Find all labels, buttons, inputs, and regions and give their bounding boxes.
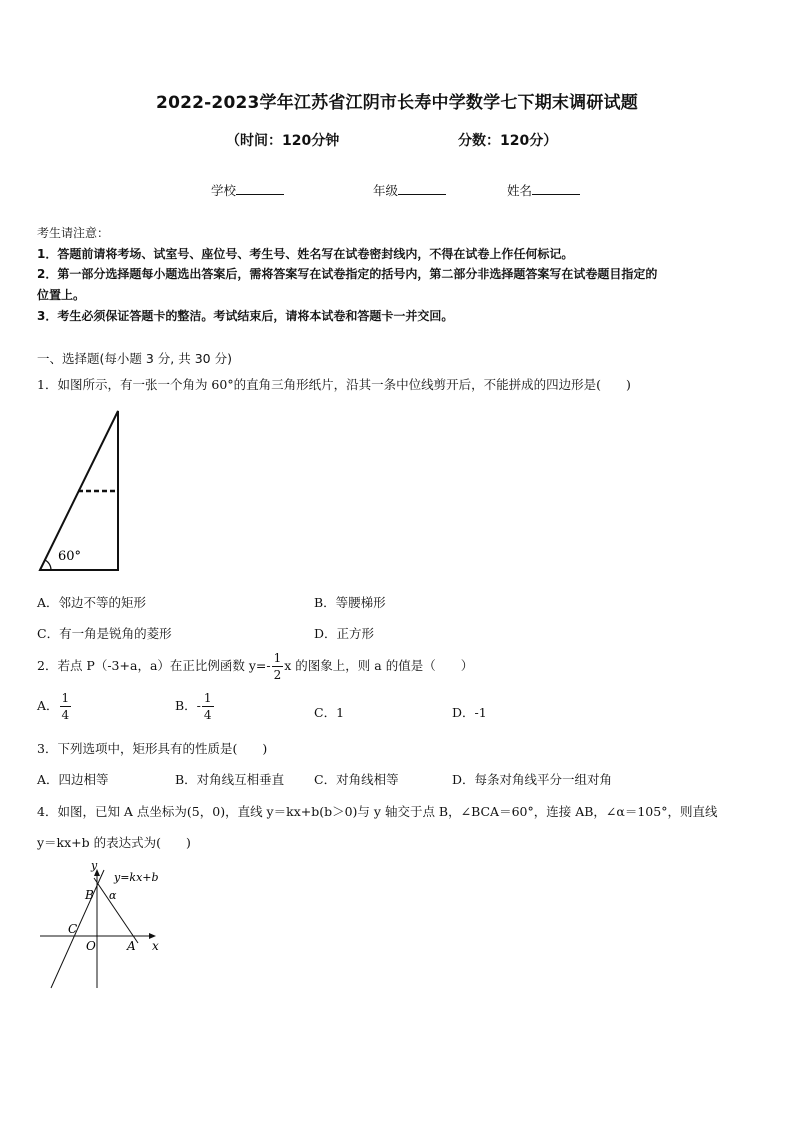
angle-arc — [45, 560, 51, 570]
label-O: O — [86, 939, 96, 953]
q2-option-d[interactable]: D．-1 — [452, 705, 487, 720]
exam-time: （时间：120分钟 — [226, 133, 340, 149]
notice-item-2-cont: 位置上。 — [37, 288, 86, 302]
q2-frac-num: 1 — [273, 651, 282, 665]
q2-option-b-frac — [202, 692, 214, 721]
school-blank[interactable] — [236, 182, 284, 195]
exam-score: 分数：120分） — [458, 133, 558, 149]
label-alpha: α — [109, 889, 117, 902]
grade-blank[interactable] — [398, 182, 446, 195]
notice-item-3: 3．考生必须保证答题卡的整洁。考试结束后，请将本试卷和答题卡一并交回。 — [37, 309, 454, 323]
q2-frac-den: 2 — [273, 668, 282, 682]
q2-option-c[interactable]: C．1 — [314, 705, 345, 720]
angle-label: 60° — [58, 549, 82, 564]
q1-option-a[interactable]: A．邻边不等的矩形 — [37, 595, 147, 610]
notice-heading: 考生请注意： — [37, 226, 110, 240]
q1-option-b[interactable]: B．等腰梯形 — [314, 595, 386, 610]
label-line: y=kx+b — [114, 871, 159, 884]
q3-option-d[interactable]: D．每条对角线平分一组对角 — [452, 772, 613, 787]
section-heading: 一、选择题(每小题 3 分, 共 30 分) — [37, 351, 232, 366]
q2-option-b-num: 1 — [203, 691, 212, 705]
name-label: 姓名 — [507, 183, 533, 198]
q4-coordinate-figure — [36, 862, 168, 992]
q3-option-a[interactable]: A．四边相等 — [37, 772, 109, 787]
q2-stem — [37, 652, 473, 681]
school-label: 学校 — [211, 183, 237, 198]
q2-stem-part1: 2．若点 P（-3+a，a）在正比例函数 y=- — [37, 658, 271, 673]
q2-fraction — [272, 652, 284, 681]
name-field[interactable] — [507, 181, 580, 199]
grade-label: 年级 — [373, 183, 399, 198]
page-title: 2022-2023学年江苏省江阴市长寿中学数学七下期末调研试题 — [156, 93, 638, 113]
q2-option-a-num: 1 — [61, 691, 70, 705]
notice-item-1: 1．答题前请将考场、试室号、座位号、考生号、姓名写在试卷密封线内，不得在试卷上作任何标记。 — [37, 247, 574, 261]
q3-stem: 3．下列选项中，矩形具有的性质是( ) — [37, 741, 268, 756]
q2-option-b[interactable] — [175, 692, 215, 721]
label-x: x — [152, 939, 159, 953]
q4-stem-line2: y＝kx+b 的表达式为( ) — [37, 835, 191, 850]
q3-option-c[interactable]: C．对角线相等 — [314, 772, 399, 787]
label-C: C — [68, 922, 78, 936]
notice-item-2: 2．第一部分选择题每小题选出答案后，需将答案写在试卷指定的括号内，第二部分非选择题答案写在试卷题目指定的 — [37, 267, 658, 281]
q1-triangle-figure — [34, 405, 134, 577]
q2-option-a[interactable] — [37, 692, 72, 721]
q1-option-d[interactable]: D．正方形 — [314, 626, 375, 641]
q2-option-b-label: B．- — [175, 698, 201, 713]
label-A: A — [127, 939, 136, 953]
q2-stem-part2: x 的图象上，则 a 的值是（ ） — [284, 658, 474, 673]
q4-stem-line1: 4．如图，已知 A 点坐标为(5，0)，直线 y＝kx+b(b＞0)与 y 轴交于点 B，∠BCA＝60°，连接 AB，∠α＝105°，则直线 — [37, 804, 718, 819]
label-y: y — [91, 862, 98, 872]
line-cb — [51, 870, 104, 988]
q2-option-a-den: 4 — [61, 708, 70, 722]
q3-option-b[interactable]: B．对角线互相垂直 — [175, 772, 285, 787]
grade-field[interactable] — [373, 181, 446, 199]
q1-option-c[interactable]: C．有一角是锐角的菱形 — [37, 626, 172, 641]
q2-option-a-label: A． — [37, 698, 59, 713]
school-field[interactable] — [211, 181, 284, 199]
label-B: B — [85, 888, 94, 902]
q2-option-a-frac — [60, 692, 72, 721]
q1-stem: 1．如图所示，有一张一个角为 60°的直角三角形纸片，沿其一条中位线剪开后，不能拼成的四边形是( ) — [37, 377, 631, 392]
q2-option-b-den: 4 — [203, 708, 212, 722]
line-kx-b — [94, 878, 138, 943]
name-blank[interactable] — [532, 182, 580, 195]
